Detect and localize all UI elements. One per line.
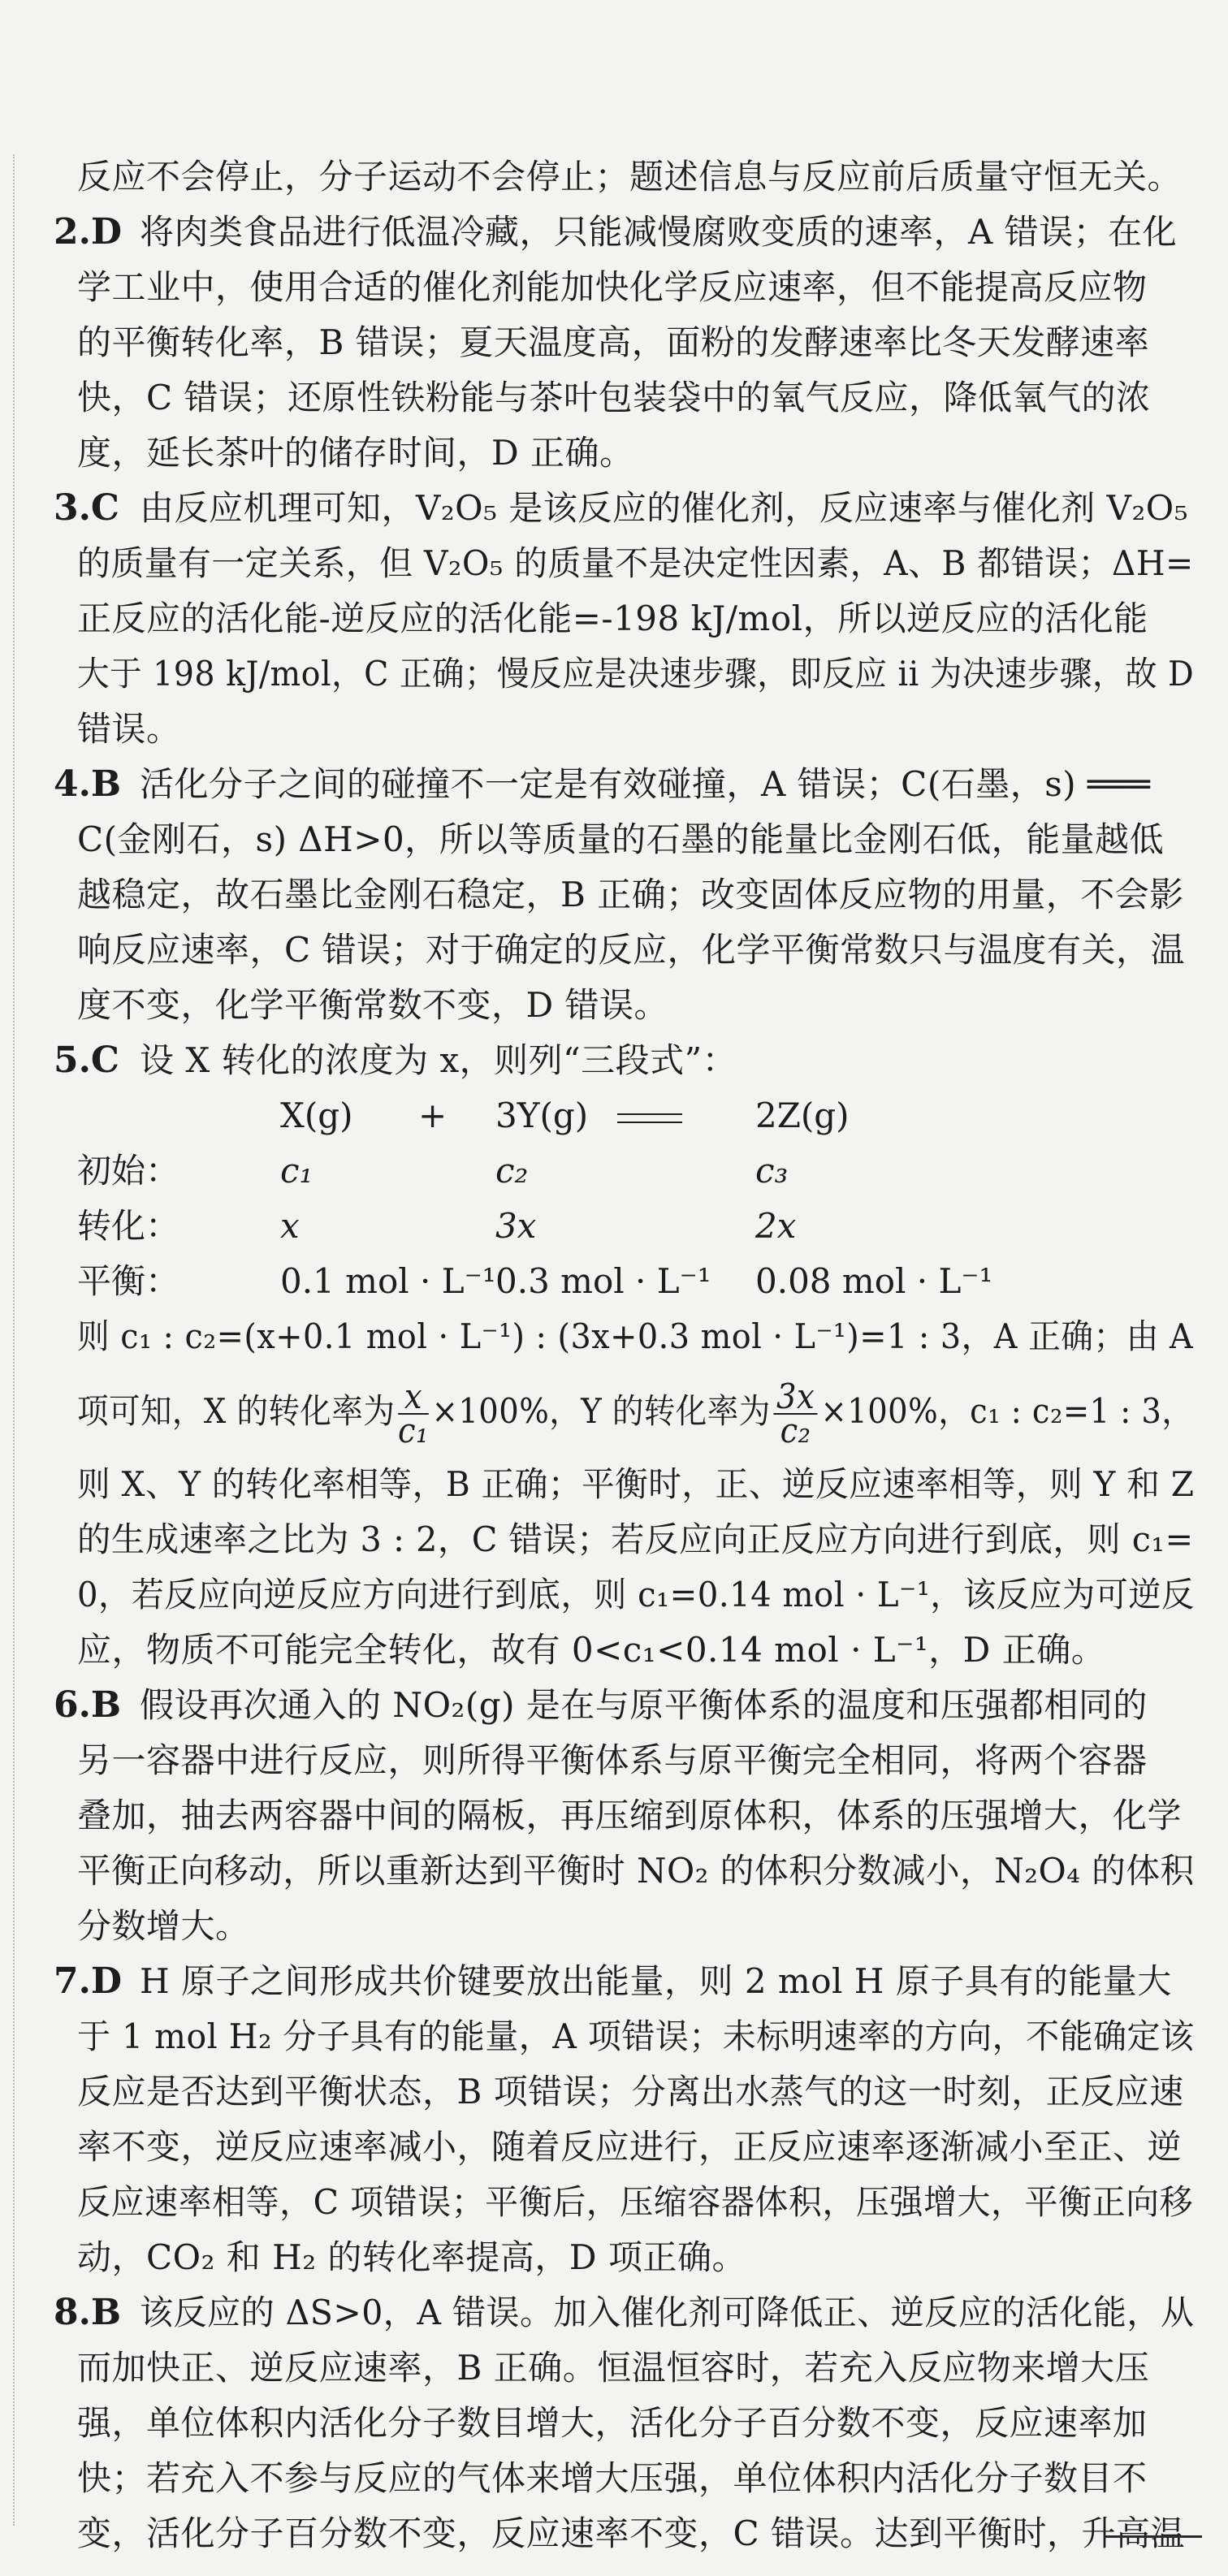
text-line: 正反应的活化能-逆反应的活化能=-198 kJ/mol，所以逆反应的活化能 — [77, 599, 1148, 638]
text-line: 应，物质不可能完全转化，故有 0<c₁<0.14 mol · L⁻¹，D 正确。 — [77, 1630, 1106, 1670]
text-line: 的质量有一定关系，但 V₂O₅ 的质量不是决定性因素，A、B 都错误；ΔH= — [77, 543, 1194, 583]
text-line: 活化分子之间的碰撞不一定是有效碰撞，A 错误；C(石墨，s) ═══ — [140, 764, 1151, 804]
text-line: 快，C 错误；还原性铁粉能与茶叶包装袋中的氧气反应，降低氧气的浓 — [77, 378, 1151, 417]
text-line: 响反应速率，C 错误；对于确定的反应，化学平衡常数只与温度有关，温 — [77, 930, 1185, 970]
table-cell: c₃ — [755, 1151, 789, 1191]
text-line: 度，延长茶叶的储存时间，D 正确。 — [77, 433, 634, 473]
text-line: C(金刚石，s) ΔH>0，所以等质量的石墨的能量比金刚石低，能量越低 — [77, 819, 1165, 859]
text-line: 将肉类食品进行低温冷藏，只能减慢腐败变质的速率，A 错误；在化 — [140, 212, 1178, 252]
table-cell: 0.3 mol · L⁻¹ — [495, 1261, 711, 1301]
question-label: 3.C — [54, 487, 119, 529]
text-line: 而加快正、逆反应速率，B 正确。恒温恒容时，若充入反应物来增大压 — [77, 2348, 1150, 2388]
text-line: 该反应的 ΔS>0，A 错误。加入催化剂可降低正、逆反应的活化能，从 — [140, 2293, 1195, 2332]
fraction-line — [77, 1372, 1193, 1450]
fraction-denominator: c₂ — [780, 1411, 811, 1450]
table-row-label: 平衡： — [77, 1261, 180, 1301]
table-cell: 3x — [495, 1206, 537, 1246]
text-line: H 原子之间形成共价键要放出能量，则 2 mol H 原子具有的能量大 — [140, 1961, 1172, 2001]
text-line: 强，单位体积内活化分子数目增大，活化分子百分数不变，反应速率加 — [77, 2403, 1148, 2443]
fraction-denominator: c₁ — [398, 1411, 429, 1450]
text-line: 越稳定，故石墨比金刚石稳定，B 正确；改变固体反应物的用量，不会影 — [77, 875, 1184, 914]
text-line: 平衡正向移动，所以重新达到平衡时 NO₂ 的体积分数减小，N₂O₄ 的体积 — [77, 1851, 1195, 1891]
table-row-label: 转化： — [77, 1206, 180, 1246]
text-line: 大于 198 kJ/mol，C 正确；慢反应是决速步骤，即反应 ii 为决速步骤，故 D — [77, 654, 1195, 694]
text-line: 由反应机理可知，V₂O₅ 是该反应的催化剂，反应速率与催化剂 V₂O₅ — [140, 488, 1189, 528]
question-label: 2.D — [54, 211, 123, 253]
table-header-z: 2Z(g) — [755, 1096, 850, 1135]
text-line: 快；若充入不参与反应的气体来增大压强，单位体积内活化分子数目不 — [77, 2458, 1148, 2498]
text-line: 度不变，化学平衡常数不变，D 错误。 — [77, 985, 669, 1025]
question-label: 4.B — [54, 763, 122, 805]
text-line: 则 X、Y 的转化率相等，B 正确；平衡时，正、逆反应速率相等，则 Y 和 Z — [77, 1464, 1195, 1504]
text-span: 项可知，X 的转化率为 — [77, 1391, 396, 1431]
question-label: 5.C — [54, 1039, 119, 1081]
text-line: 学工业中，使用合适的催化剂能加快化学反应速率，但不能提高反应物 — [77, 267, 1148, 307]
fraction-x-over-c1 — [398, 1377, 429, 1450]
table-row-label: 初始： — [77, 1151, 180, 1191]
table-cell: 0.1 mol · L⁻¹ — [280, 1261, 496, 1301]
fraction-numerator: x — [398, 1381, 429, 1415]
text-line: 变，活化分子百分数不变，反应速率不变，C 错误。达到平衡时，升高温 — [77, 2513, 1185, 2553]
fraction-numerator: 3x — [773, 1381, 817, 1415]
text-line: 0，若反应向逆反应方向进行到底，则 c₁=0.14 mol · L⁻¹，该反应为可逆反 — [77, 1575, 1195, 1614]
text-line: 反应不会停止，分子运动不会停止；题述信息与反应前后质量守恒无关。 — [77, 157, 1183, 197]
table-cell: 0.08 mol · L⁻¹ — [755, 1261, 993, 1301]
text-line: 的平衡转化率，B 错误；夏天温度高，面粉的发酵速率比冬天发酵速率 — [77, 322, 1150, 362]
text-line: 叠加，抽去两容器中间的隔板，再压缩到原体积，体系的压强增大，化学 — [77, 1796, 1183, 1835]
table-cell: x — [280, 1206, 300, 1246]
fraction-3x-over-c2 — [773, 1377, 817, 1450]
text-span: ×100%，Y 的转化率为 — [431, 1391, 771, 1431]
table-cell: c₂ — [495, 1151, 529, 1191]
text-line: 率不变，逆反应速率减小，随着反应进行，正反应速率逐渐减小至正、逆 — [77, 2127, 1183, 2167]
table-header-y: 3Y(g) — [495, 1096, 589, 1135]
text-line: 的生成速率之比为 3 : 2，C 错误；若反应向正反应方向进行到底，则 c₁= — [77, 1519, 1194, 1559]
text-line: 另一容器中进行反应，则所得平衡体系与原平衡完全相同，将两个容器 — [77, 1740, 1148, 1780]
table-cell: c₁ — [280, 1151, 313, 1191]
table-header-x: X(g) — [280, 1096, 353, 1135]
text-line: 设 X 转化的浓度为 x，则列“三段式”： — [140, 1040, 737, 1080]
text-line: 反应速率相等，C 项错误；平衡后，压缩容器体积，压强增大，平衡正向移 — [77, 2182, 1194, 2222]
text-line: 反应是否达到平衡状态，B 项错误；分离出水蒸气的这一时刻，正反应速 — [77, 2072, 1184, 2111]
text-line: 分数增大。 — [77, 1906, 250, 1946]
question-label: 8.B — [54, 2292, 122, 2333]
text-line: 假设再次通入的 NO₂(g) 是在与原平衡体系的温度和压强都相同的 — [140, 1685, 1148, 1725]
question-label: 6.B — [54, 1684, 122, 1726]
reversible-arrow-icon — [617, 1093, 682, 1139]
text-line: 动，CO₂ 和 H₂ 的转化率提高，D 项正确。 — [77, 2237, 746, 2277]
text-line: 于 1 mol H₂ 分子具有的能量，A 项错误；未标明速率的方向，不能确定该 — [77, 2016, 1195, 2056]
table-cell: 2x — [755, 1206, 797, 1246]
margin-dotted-rule — [13, 154, 15, 2526]
page-bottom-rule — [1105, 2535, 1202, 2538]
text-line: 则 c₁ : c₂=(x+0.1 mol · L⁻¹) : (3x+0.3 mol · L⁻¹)=1 : 3，A 正确；由 A — [77, 1316, 1194, 1356]
question-label: 7.D — [54, 1960, 123, 2002]
table-header-plus: + — [418, 1096, 448, 1135]
text-line: 错误。 — [77, 709, 181, 749]
text-span: ×100%，c₁ : c₂=1 : 3， — [820, 1391, 1194, 1431]
